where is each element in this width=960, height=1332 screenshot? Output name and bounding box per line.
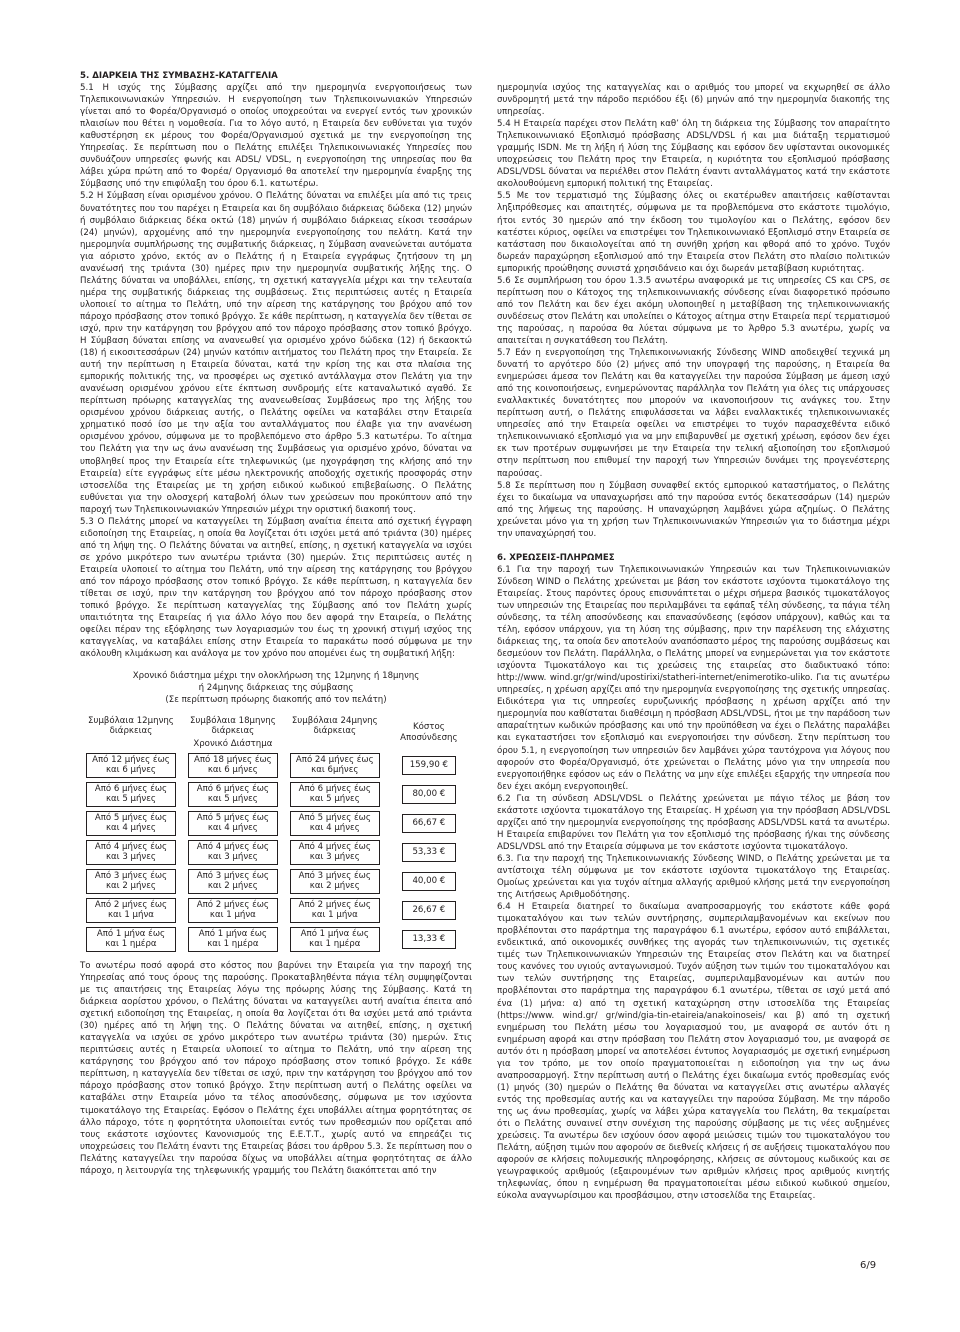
right-column [497, 82, 890, 1202]
table-row [80, 925, 472, 954]
period-value: Από 3 μήνες έως και 2 μήνες [86, 869, 176, 894]
period-cell [284, 780, 386, 809]
period-value: Από 4 μήνες έως και 3 μήνες [290, 840, 380, 865]
period-value: Από 18 μήνες έως και 6 μήνες [188, 753, 278, 778]
period-cell [182, 925, 284, 954]
paragraph-5-2: 5.2 Η Σύμβαση είναι ορισμένου χρόνου. Ο Πελάτης δύναται να επιλέξει μία από τις τρεις δυνατότητες που του παρέχει η Εταιρεία και δη συμβόλαιο διάρκειας δώδεκα (12) μηνών ή συμβόλαιο διάρκειας δέκα οκτώ (18) μηνών ή συμβόλαιο διάρκειας είκοσι τεσσάρων (24) μηνών), αρχομένης από την ημερομηνία ενεργοποίησης του πελάτη. Κατά την ημερομηνία συμπλήρωσης της συμβατικής διάρκειας, η Σύμβαση ανανεώνεται αυτόματα για αόριστο χρόνο, εκτός αν ο Πελάτης ή η Εταιρεία εγγράφως ζητήσουν τη μη ανανέωσή της τριάντα (30) ημέρες πριν την ημερομηνία συμβατικής λήξης της. Ο Πελάτης δύναται να υποβάλλει, επίσης, τη σχετική καταγγελία μέχρι και την τελευταία ημέρα της συμβατικής διάρκειας της συμβάσεως. Στις περιπτώσεις αυτές η Εταιρεία υλοποιεί το αίτημα το Πελάτη, υπό την αίρεση της κατάργησης του βρόχου από τον πάροχο πρόσβασης στον τοπικό βρόγχο. Σε κάθε περίπτωση, η καταγγελία δεν τίθεται σε ισχύ, πριν την κατάργηση του βρόγχου από τον πάροχο πρόσβασης στον τοπικό βρόγχο. Η Σύμβαση δύναται επίσης να ανανεωθεί για ορισμένο χρόνο δώδεκα (12) ή δεκαοκτώ (18) ή εικοσιτεσσάρων (24) μηνών κατόπιν αιτήματος του Πελάτη προς την Εταιρεία. Σε αυτή την περίπτωση η Εταιρεία δύναται, κατά την κρίση της και στα πλαίσια της εμπορικής πολιτικής της, να προσφέρει ως σχετικό αντάλλαγμα στον Πελάτη για την ανανέωση ορισμένου χρόνου είτε έκπτωση συνδρομής είτε καταναλωτικό αγαθό. Σε περίπτωση πρόωρης καταγγελίας της ανανεωθείσας Συμβάσεως προ της λήξης του ορισμένου χρόνου διάρκειας αυτής, ο Πελάτης οφείλει να καταβάλει στην Εταιρεία χρηματικό ποσό ίσο με την αξία του ανταλλάγματος που έλαβε για την ανανέωση ορισμένου χρόνου, σύμφωνα με το προβλεπόμενο στο άρθρο 5.3 κατωτέρω. Το αίτημα του Πελάτη για την ως άνω ανανέωση της Συμβάσεως για ορισμένο χρόνο, δύναται να υποβληθεί προς την Εταιρεία είτε τηλεφωνικώς (με ηχογράφηση της κλήσης από την Εταιρεία) είτε εγγράφως είτε μέσω ηλεκτρονικής αποδοχής σχετικής προσφοράς στην ιστοσελίδα της Εταιρείας με τη χρήση ειδικού κωδικού επιβεβαίωσης. Ο Πελάτης ευθύνεται για την ολοσχερή καταβολή όλων των χρεώσεων που προκύπτουν από την παροχή των Τηλεπικοινωνιακών Υπηρεσιών μέχρι την οριστική διακοπή τους. [80, 191, 472, 515]
cost-value: 40,00 € [402, 872, 456, 891]
table-header-cell: Κόστος Αποσύνδεσης [400, 722, 458, 743]
page-number: 6/9 [860, 1260, 877, 1271]
period-cell [80, 838, 182, 867]
period-value: Από 3 μήνες έως και 2 μήνες [188, 869, 278, 894]
section-6-title: 6. ΧΡΕΩΣΕΙΣ-ΠΛΗΡΩΜΕΣ [497, 552, 615, 563]
table-caption [80, 670, 472, 706]
period-value: Από 3 μήνες έως και 2 μήνες [290, 869, 380, 894]
paragraph-5-4: 5.4 Η Εταιρεία παρέχει στον Πελάτη καθ’ όλη τη διάρκεια της Σύμβασης τον απαραίτητο Τηλεπικοινωνιακό Εξοπλισμό πρόσβασης ADSL/VDSL ή και μια διάταξη τερματισμού γραμμής ISDN. Με τη λήξη ή λύση της Σύμβασης και εφόσον δεν υφίστανται οικονομικές υποχρεώσεις του Πελάτη προς την Εταιρεία, η κυριότητα του εξοπλισμού πρόσβασης ADSL/VDSL δύναται να περιέλθει στον Πελάτη έναντι ανταλλάγματος κατά την εκάστοτε ακολουθούμενη εμπορική πολιτική της Εταιρείας. [497, 119, 890, 190]
period-cell [80, 896, 182, 925]
period-cell [182, 867, 284, 896]
paragraph-5-6: 5.6 Σε συμπλήρωση του όρου 1.3.5 ανωτέρω αναφορικά με τις υπηρεσίες CS και CPS, σε περίπτωση που ο Κάτοχος της τηλεπικοινωνιακής σύνδεσης είναι διαφορετικό πρόσωπο από τον Πελάτη και δεν έχει ακόμη υλοποιηθεί η μεταβίβαση της τηλεπικοινωνιακής συνδέσεως στον Πελάτη και υπολείπει ο Κάτοχος αίτημα στην Εταιρεία περί τερματισμού της παρούσας, η παρούσα θα λύεται σύμφωνα με το Άρθρο 5.3 ανωτέρω, χωρίς να απαιτείται η συγκατάθεση του Πελάτη. [497, 275, 890, 346]
period-cell [284, 867, 386, 896]
table-body [80, 751, 472, 954]
table-row [80, 896, 472, 925]
paragraph-after-table: Το ανωτέρω ποσό αφορά στο κόστος που βαρύνει την Εταιρεία για την παροχή της Υπηρεσίας από τους όρους της παρούσης. Προκαταβληθέντα πάγια τέλη συμψηφίζονται με τις απαιτήσεις της Εταιρείας λόγω της πρόωρης λύσης της Σύμβασης. Κατά τη διάρκεια αορίστου χρόνου, ο Πελάτης δύναται να καταγγείλει αυτή αναίτια έπειτα από σχετική ειδοποίηση της Εταιρείας, η οποία θα λογίζεται ότι θα ισχύει μετά από τριάντα (30) ημέρες από τη λήψη της. Ο Πελάτης δύναται να αιτηθεί, επίσης, η σχετική καταγγελία να ισχύει σε χρόνο μικρότερο των ανωτέρω τριάντα (30) ημερών. Στις περιπτώσεις αυτές η Εταιρεία υλοποιεί το αίτημα το Πελάτη, υπό την αίρεση της κατάργησης του βρόγχου από τον πάροχο πρόσβασης στον τοπικό βρόγχο. Σε κάθε περίπτωση, η καταγγελία δεν τίθεται σε ισχύ, πριν την κατάργηση του βρόγχου από τον πάροχο πρόσβασης στον τοπικό βρόγχο. Στην περίπτωση αυτή ο Πελάτης οφείλει να καταβάλει στην Εταιρεία μόνο τα τέλος αποσύνδεσης, σύμφωνα με τον ισχύοντα τιμοκατάλογο της Εταιρείας. Εφόσον ο Πελάτης έχει υποβάλλει αίτημα φορητότητας σε άλλο πάροχο, τότε η φορητότητα υλοποιείται εντός των προθεσμιών που ορίζεται από τους εκάστοτε ισχύοντες Κανονισμούς της Ε.Ε.Τ.Τ., χωρίς αυτό να επηρεάζει τις υποχρεώσεις του Πελάτη έναντι της Εταιρείας βάσει του άρθρου 5.3. Σε περίπτωση που ο Πελάτης καταγγείλει την παρούσα δίχως να υποβάλλει αίτημα φορητότητας σε άλλο πάροχο, η λειτουργία της τηλεφωνικής γραμμής του Πελάτη διακόπτεται από την [80, 960, 472, 1176]
table-subheader: Χρονικό Διάστημα [193, 739, 273, 750]
period-cell [182, 809, 284, 838]
period-value: Από 2 μήνες έως και 1 μήνα [290, 898, 380, 923]
period-value: Από 2 μήνες έως και 1 μήνα [86, 898, 176, 923]
cost-cell [386, 751, 472, 780]
cost-value: 53,33 € [402, 843, 456, 862]
period-value: Από 24 μήνες έως και 6μήνες [290, 753, 380, 778]
period-cell [284, 751, 386, 780]
paragraph-5-1: 5.1 Η ισχύς της Σύμβασης αρχίζει από την ημερομηνία ενεργοποιήσεως των Τηλεπικοινωνιακών Υπηρεσιών. Η ενεργοποίηση των Τηλεπικοινωνιακών Υπηρεσιών γίνεται από το Φορέα/Οργανισμό ο οποίος υποχρεούται να ενεργεί εντός των χρονικών πλαισίων που θέτει η νομοθεσία. Για το λόγο αυτό, η Εταιρεία δεν ευθύνεται για τυχόν καθυστέρηση εκ μέρους του Φορέα/Οργανισμού σχετικά με την ενεργοποίηση της Υπηρεσίας. Σε περίπτωση που ο Πελάτης επιλέξει Τηλεπικοινωνιακές Υπηρεσίες που συνδυάζουν υπηρεσίες φωνής και ADSL/ VDSL, η ενεργοποίηση της υπηρεσίας που θα λάβει χώρα πρώτη από το Φορέα/ Οργανισμό θα αποτελεί την ημερομηνία έναρξης της Σύμβασης υπό την επιφύλαξη του όρου 6.1. κατωτέρω. [80, 83, 472, 190]
period-value: Από 5 μήνες έως και 4 μήνες [86, 811, 176, 836]
period-value: Από 4 μήνες έως και 3 μήνες [188, 840, 278, 865]
paragraph-continued: ημερομηνία ισχύος της καταγγελίας και ο αριθμός του μπορεί να εκχωρηθεί σε άλλο συνδρομητή μετά την πάροδο περιόδου έξι (6) μηνών από την ημερομηνία διακοπής της υπηρεσίας. [497, 83, 890, 118]
period-value: Από 4 μήνες έως και 3 μήνες [86, 840, 176, 865]
cost-cell [386, 780, 472, 809]
table-header-row [80, 714, 472, 738]
period-cell [182, 751, 284, 780]
period-cell [182, 838, 284, 867]
paragraph-6-2: 6.2 Για τη σύνδεση ADSL/VDSL ο Πελάτης χρεώνεται με πάγιο τέλος με βάση τον εκάστοτε ισχύοντα τιμοκατάλογο της Εταιρείας. Η χρέωση για την πρόσβαση ADSL/VDSL αρχίζει από την ημερομηνία ενεργοποίησης της πρόσβασης ADSL/VDSL κατά τα ανωτέρω. Η Εταιρεία επιβαρύνει τον Πελάτη για τον εξοπλισμό της πρόσβασης ή/και της σύνδεσης ADSL/VDSL από την Εταιρεία σύμφωνα με τον εκάστοτε ισχύοντα τιμοκατάλογο. [497, 793, 890, 852]
cost-cell [386, 809, 472, 838]
disconnection-cost-section [80, 670, 472, 954]
table-row [80, 867, 472, 896]
paragraph-5-7: 5.7 Εάν η ενεργοποίηση της Τηλεπικοινωνιακής Σύνδεσης WIND αποδειχθεί τεχνικά μη δυνατή το αργότερο δύο (2) μήνες από την υπογραφή της παρούσης, η Εταιρεία θα ενημερώσει άμεσα τον Πελάτη και θα καταγγείλει την παρούσα Σύμβαση με άμεση ισχύ από της κοινοποιήσεως, ενημερώνοντας παράλληλα τον Πελάτη για όλες τις υπάρχουσες εναλλακτικές δυνατότητες που μπορούν να ικανοποιήσουν τις ανάγκες του. Στην περίπτωση αυτή, ο Πελάτης επιφυλάσσεται να λάβει εναλλακτικές τηλεπικοινωνιακές υπηρεσίες από την Εταιρεία οφείλει να επιστρέψει το τυχόν παρασχεθέντα ειδικό τηλεπικοινωνιακό εξοπλισμό για να μην επιβαρυνθεί με σχετική χρέωση, εφόσον δεν έχει εκ των προτέρων συμφωνήσει με την Εταιρεία την τελική αξιοποίηση του εξοπλισμού στην περίπτωση που επιθυμεί την παροχή των Υπηρεσιών δυνάμει της προγενέστερης παρούσας. [497, 348, 890, 479]
cost-cell [386, 896, 472, 925]
period-value: Από 1 μήνα έως και 1 ημέρα [188, 927, 278, 952]
paragraph-5-5: 5.5 Με τον τερματισμό της Σύμβασης όλες οι εκατέρωθεν απαιτήσεις καθίστανται ληξιπρόθεσμες και απαιτητές, σύμφωνα με τα προβλεπόμενα στο εκάστοτε τιμολόγιο, ήτοι εντός 30 ημερών από την έκδοση του τιμολογίου και ο Πελάτης, εφόσον δεν κατέστει κύριος, οφείλει να επιστρέψει τον Τηλεπικοινωνιακό Εξοπλισμό στην Εταιρεία σε κατάσταση που δικαιολογείται από τη συνήθη χρήση και φθορά από το χρόνο. Τυχόν δωρεάν παραχώρηση εξοπλισμού από την Εταιρεία στον Πελάτη στο πλαίσιο πολιτικών εμπορικής προώθησης συνιστά χρησιδάνειο και όχι δωρεάν μεταβίβαση κυριότητας. [497, 191, 890, 274]
period-value: Από 2 μήνες έως και 1 μήνα [188, 898, 278, 923]
cost-cell [386, 838, 472, 867]
table-row [80, 751, 472, 780]
table-header-cell: Συμβόλαια 18μηνης διάρκειας [189, 715, 276, 737]
period-value: Από 6 μήνες έως και 5 μήνες [188, 782, 278, 807]
cost-value: 80,00 € [402, 785, 456, 804]
period-value: Από 6 μήνες έως και 5 μήνες [86, 782, 176, 807]
period-value: Από 12 μήνες έως και 6 μήνες [86, 753, 176, 778]
period-cell [284, 809, 386, 838]
period-cell [182, 896, 284, 925]
section-5-title: 5. ΔΙΑΡΚΕΙΑ ΤΗΣ ΣΥΜΒΑΣΗΣ-ΚΑΤΑΓΓΕΛΙΑ [80, 71, 278, 81]
cost-value: 26,67 € [402, 901, 456, 920]
period-cell [284, 838, 386, 867]
paragraph-6-1: 6.1 Για την παροχή των Τηλεπικοινωνιακών Υπηρεσιών και των Τηλεπικοινωνιακών Σύνδεση WIND ο Πελάτης χρεώνεται με βάση τον εκάστοτε ισχύοντα τιμοκατάλογο της Εταιρείας. Στους παρόντες όρους επισυνάπτεται ο μέχρι σήμερα βασικός τιμοκατάλογος των υπηρεσιών της Εταιρείας που περιλαμβάνει τα εφάπαξ τέλη σύνδεσης, τα πάγια τέλη σύνδεσης, τα τέλη αποσύνδεσης και επανασύνδεσης (εφόσον υπάρχουν), καθώς και τα τέλη, εφόσον υπάρχουν, για τη λύση της σύμβασης, πριν την παρέλευση της ελάχιστης διάρκειας της, τα οποία δεν αποτελούν αναπόσπαστο μέρος της παρούσης συμβάσεως και δεσμεύουν τον Πελάτη. Παράλληλα, ο Πελάτης μπορεί να ενημερώνεται για τον εκάστοτε ισχύοντα Τιμοκατάλογο και τις χρεώσεις της εταιρείας στο διαδικτυακό τόπο: http://www. wind.gr/gr/wind/upostirixi/statheri-internet/enimerotiko-uliko. Για τις ανωτέρω υπηρεσίες, η χρέωση αρχίζει από την ημερομηνία ενεργοποίησης της σχετικής υπηρεσίας. Ειδικότερα για τις υπηρεσίες ευρυζωνικής πρόσβασης η χρέωση αρχίζει από την ημερομηνία που καθίσταται διαθέσιμη η πρόσβαση ADSL/VDSL, ήτοι με την παράδοση των απαραίτητων κωδικών πρόσβασης και υπό την προϋπόθεση να έχει ο Πελάτης παραλάβει και εγκαταστήσει τον εξοπλισμό και ενεργοποιήσει την σύνδεση. Στην περίπτωση του όρου 5.1, η ενεργοποίηση των υπηρεσιών δεν λαμβάνει χώρα ταυτόχρονα για λόγους που αφορούν στο Φορέα/Οργανισμό, ότε χρεώνεται ο Πελάτης μόνο για την υπηρεσία που ενεργοποιήθηκε εφόσον ως εάν ο Πελάτης να μην είχε επιλέξει εξαρχής την υπηρεσία που δεν έχει ακόμη ενεργοποιηθεί. [497, 564, 890, 792]
period-cell [80, 751, 182, 780]
section-spacer [497, 540, 890, 552]
period-value: Από 5 μήνες έως και 4 μήνες [188, 811, 278, 836]
table-caption-line: ή 24μηνης διάρκειας της σύμβασης [198, 683, 354, 694]
table-row [80, 809, 472, 838]
period-value: Από 6 μήνες έως και 5 μήνες [290, 782, 380, 807]
paragraph-6-3: 6.3. Για την παροχή της Τηλεπικοινωνιακής Σύνδεσης WIND, ο Πελάτης χρεώνεται με τα αντίστοιχα τέλη σύμφωνα με τον εκάστοτε ισχύοντα τιμοκατάλογο της Εταιρείας. Ομοίως χρεώνεται και για τυχόν αίτημα αλλαγής αριθμού κλήσης μετά την ενεργοποίηση της Αιτήσεως Αριθμοδότησης. [497, 853, 890, 901]
table-caption-line: (Σε περίπτωση πρόωρης διακοπής από τον πελάτη) [165, 695, 387, 706]
cost-cell [386, 925, 472, 954]
paragraph-6-4: 6.4 Η Εταιρεία διατηρεί το δικαίωμα αναπροσαρμογής του εκάστοτε κάθε φορά τιμοκαταλόγου και των τελών συντήρησης, συμπεριλαμβανομένων και εκείνων που προβλέπονται στο παράρτημα της παραγράφου 6.1 ανωτέρω, εφόσον αυτό επιβάλλεται, ενδεικτικά, από οικονομικές συνθήκες της αγοράς των τηλεπικοινωνιών, τις σχετικές τιμές των Τηλεπικοινωνιακών Υπηρεσιών της Εταιρείας στον Πελάτη και να διατηρεί τους κανόνες του υγιούς ανταγωνισμού. Τυχόν αύξηση των τιμών του τιμοκαταλόγου και των τελών συντήρησης της Εταιρείας, συμπεριλαμβανομένων και αυτών που προβλέπονται στο παράρτημα της παραγράφου 6.1 ανωτέρω, τίθεται σε ισχύ μετά από ένα (1) μήνα: α) από τη σχετική καταχώρηση στην ιστοσελίδα της Εταιρείας (https://www. wind.gr/ gr/wind/gia-tin-etaireia/anakoinoseis/ και β) από τη σχετική ενημέρωση του Πελάτη μέσω του λογαριασμού του, με αναφορά σε αυτόν ότι η ενημέρωση αφορά και στην πρόσβαση του Πελάτη στον λογαριασμό του, με αναφορά σε αυτόν ότι η πρόσβαση μπορεί να αποτελέσει έντυπος λογαριασμός με σχετική ενημέρωση για τον τρόπο, με τον οποίο πραγματοποιείται η ειδοποίηση για την ως άνω αναπροσαρμογή. Στην περίπτωση αυτή ο Πελάτης έχει δικαίωμα εντός προθεσμίας ενός (1) μηνός (30) ημερών ο Πελάτης θα δύναται να καταγγείλει στις ανωτέρω αλλαγές εντός της προθεσμίας αυτής και να καταγγείλει την παρούσα Σύμβαση. Με την πάροδο της ως άνω προθεσμίας, χωρίς να λάβει χώρα καταγγελία του Πελάτη, θα τεκμαίρεται ότι ο Πελάτης συναινεί στην συνέχιση της παρούσης σύμβασης με τις νέες αυξημένες χρεώσεις. Τα ανωτέρω δεν ισχύουν όσον αφορά μειώσεις τιμών του τιμοκαταλόγου του Πελάτη, αύξηση τιμών που αφορούν σε διεθνείς κλήσεις ή σε αυξήσεις τιμοκαταλόγου που αφορούν σε κλήσεις πολυμεσικής πληροφόρησης, κλήσεις σε σύντομους κωδικούς και σε γεωγραφικούς αριθμούς (εξαιρουμένων των αριθμών κλήσεις προς αριθμούς κινητής τηλεφωνίας, όπου η ενημέρωση θα πραγματοποιείται μέσω ειδικού κωδικού σημείου, εύκολα αναγνωρίσιμου και προσβάσιμου, στην ιστοσελίδα της Εταιρείας. [497, 902, 890, 1202]
paragraph-5-8: 5.8 Σε περίπτωση που η Σύμβαση συναφθεί εκτός εμπορικού καταστήματος, ο Πελάτης έχει το δικαίωμα να υπαναχωρήσει από την παρούσα εντός δεκατεσσάρων (14) ημερών από της λήψεως της παρούσης. Η υπαναχώρηση λαμβάνει χώρα αζημίως. Ο Πελάτης χρεώνεται μόνο για τη χρήση των Τηλεπικοινωνιακών Υπηρεσιών για το διάστημα μέχρι την υπαναχώρησή του. [497, 480, 890, 539]
period-cell [284, 896, 386, 925]
period-value: Από 5 μήνες έως και 4 μήνες [290, 811, 380, 836]
table-caption-line: Χρονικό διάστημα μέχρι την ολοκλήρωση της 12μηνης ή 18μηνης [132, 671, 420, 682]
table-header-cell: Συμβόλαια 24μηνης διάρκειας [291, 715, 378, 737]
period-value: Από 1 μήνα έως και 1 ημέρα [290, 927, 380, 952]
table-row [80, 780, 472, 809]
period-cell [80, 780, 182, 809]
paragraph-5-3: 5.3 Ο Πελάτης μπορεί να καταγγείλει τη Σύμβαση αναίτια έπειτα από σχετική έγγραφη ειδοποίηση της Εταιρείας, η οποία θα λογίζεται ότι ισχύει μετά από τριάντα (30) ημέρες από τη λήψη της. Ο Πελάτης δύναται να αιτηθεί, επίσης, η σχετική καταγγελία να ισχύει σε χρόνο μικρότερο των ανωτέρω τριάντα (30) ημερών. Στις περιπτώσεις αυτές η Εταιρεία υλοποιεί το αίτημα του Πελάτη, υπό την αίρεση της κατάργησης του βρόγχου από τον πάροχο πρόσβασης στον τοπικό βρόγχο. Σε κάθε περίπτωση, η καταγγελία δεν τίθεται σε ισχύ, πριν την κατάργηση του βρόγχου από τον πάροχο πρόσβασης στον τοπικό βρόγχο. Σε περίπτωση καταγγελίας της Σύμβασης από τον Πελάτη χωρίς υπαιτιότητα της Εταιρείας ή για άλλο λόγο που δεν αφορά την Εταιρεία, ο Πελάτης οφείλει πέραν της εξόφλησης των λογαριασμών του έως τη χρονική στιγμή ισχύος της καταγγελίας, να καταβάλει επίσης στην Εταιρεία το παρακάτω ποσό σύμφωνα με την ακόλουθη κλιμάκωση και ανάλογα με τον χρόνο που απομένει έως τη συμβατική λήξη: [80, 516, 472, 660]
table-header-cell: Συμβόλαια 12μηνης διάρκειας [88, 715, 174, 737]
period-cell [182, 780, 284, 809]
cost-value: 13,33 € [402, 930, 456, 949]
cost-value: 66,67 € [402, 814, 456, 833]
period-cell [80, 867, 182, 896]
table-row [80, 838, 472, 867]
disconnection-cost-table [80, 714, 472, 954]
left-column [80, 70, 472, 1177]
cost-value: 159,90 € [402, 756, 456, 775]
period-cell [80, 809, 182, 838]
period-cell [80, 925, 182, 954]
period-cell [284, 925, 386, 954]
period-value: Από 1 μήνα έως και 1 ημέρα [86, 927, 176, 952]
cost-cell [386, 867, 472, 896]
